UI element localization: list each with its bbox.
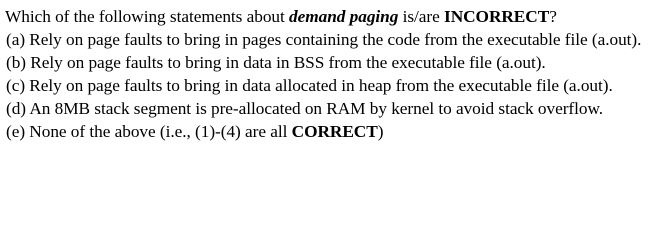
option-e-keyword: CORRECT [291, 122, 378, 141]
option-d [5, 97, 657, 120]
question-middle: is/are [398, 7, 445, 26]
question-keyword: INCORRECT [444, 7, 550, 26]
option-e-text: None of the above (i.e., (1)-(4) are all [25, 122, 292, 141]
option-d-label: (d) [6, 99, 27, 118]
option-c-label: (c) [6, 76, 26, 95]
option-a [5, 28, 657, 51]
option-d-text: An 8MB stack segment is pre-allocated on RAM by kernel to avoid stack overflow. [26, 99, 604, 118]
question-emphasis: demand paging [289, 7, 399, 26]
option-b-text: Rely on page faults to bring in data in BSS from the executable file (a.out). [26, 53, 546, 72]
option-c-text: Rely on page faults to bring in data allocated in heap from the executable file (a.out). [25, 76, 613, 95]
option-b [5, 51, 657, 74]
option-e-suffix: ) [377, 122, 384, 141]
option-a-label: (a) [6, 30, 26, 49]
option-b-label: (b) [6, 53, 27, 72]
question-suffix: ? [549, 7, 557, 26]
question-stem [5, 5, 657, 28]
option-e-label: (e) [6, 122, 26, 141]
question-prefix: Which of the following statements about [5, 7, 290, 26]
option-e [5, 120, 657, 143]
question-block [5, 5, 657, 143]
option-c [5, 74, 657, 97]
option-a-text: Rely on page faults to bring in pages containing the code from the executable file (a.out). [25, 30, 642, 49]
